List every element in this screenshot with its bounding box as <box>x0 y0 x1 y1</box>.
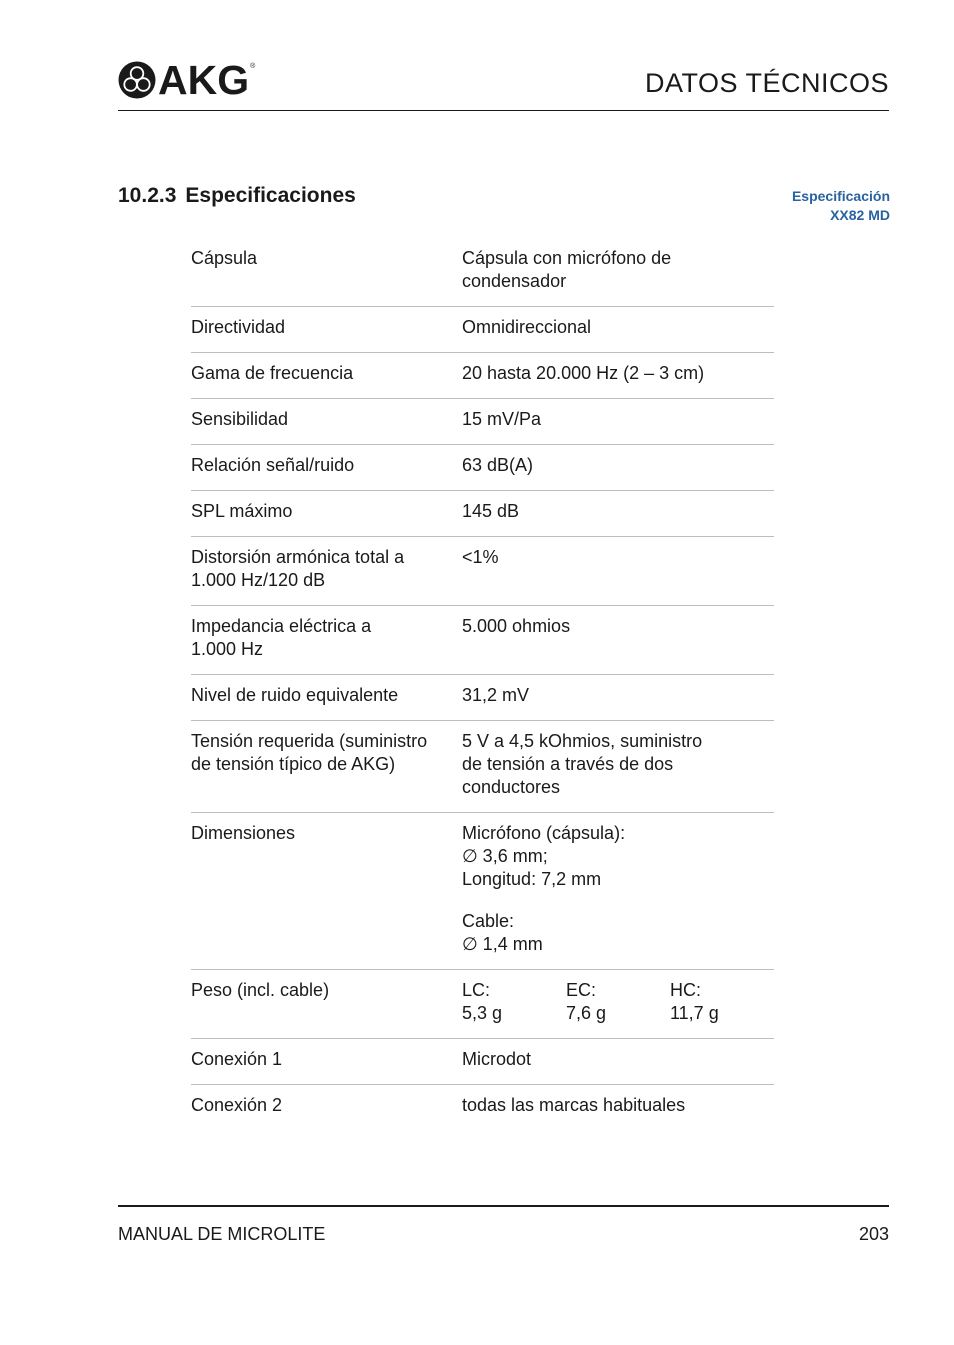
spec-label-line: Sensibilidad <box>191 409 289 429</box>
spec-label-line: 1.000 Hz <box>191 639 264 659</box>
spec-row <box>191 537 774 606</box>
spec-label <box>191 353 462 399</box>
weight-variants <box>462 979 774 1025</box>
spec-label <box>191 721 462 813</box>
spec-row <box>191 675 774 721</box>
spec-row <box>191 813 774 970</box>
spec-value <box>462 721 774 813</box>
spec-value-line: 145 dB <box>462 501 520 521</box>
weight-variant <box>462 979 566 1025</box>
spec-value-line: Micrófono (cápsula): <box>462 823 626 843</box>
spec-value-line: Longitud: 7,2 mm <box>462 869 602 889</box>
spec-label <box>191 537 462 606</box>
spec-value-line: conductores <box>462 777 561 797</box>
weight-variant-name: EC: <box>566 980 597 1000</box>
spec-label-line: de tensión típico de AKG) <box>191 754 396 774</box>
spec-label <box>191 491 462 537</box>
spec-label-line: Tensión requerida (suministro <box>191 731 428 751</box>
spec-value <box>462 399 774 445</box>
specifications-table <box>191 238 774 1117</box>
spec-label <box>191 445 462 491</box>
margin-note <box>792 187 890 225</box>
spec-label <box>191 1039 462 1085</box>
spec-value <box>462 970 774 1039</box>
page-footer <box>118 1205 889 1245</box>
spec-row <box>191 491 774 537</box>
spec-value-line: Cápsula con micrófono de <box>462 248 672 268</box>
spec-value <box>462 491 774 537</box>
weight-variant-value: 5,3 g <box>462 1003 503 1023</box>
spec-value-line: 20 hasta 20.000 Hz (2 – 3 cm) <box>462 363 705 383</box>
weight-variant-value: 11,7 g <box>670 1003 719 1023</box>
section-title: DATOS TÉCNICOS <box>644 68 889 98</box>
spec-value <box>462 238 774 307</box>
spec-label <box>191 307 462 353</box>
spec-value-line: 31,2 mV <box>462 685 530 705</box>
spec-value <box>462 353 774 399</box>
spec-row <box>191 1039 774 1085</box>
spec-row <box>191 606 774 675</box>
spec-value <box>462 445 774 491</box>
spec-label-line: Conexión 1 <box>191 1049 283 1069</box>
spec-value-line: Cable: <box>462 911 515 931</box>
weight-variant <box>670 979 774 1025</box>
spec-row <box>191 970 774 1039</box>
registered-mark: ® <box>250 62 256 70</box>
spec-label-line: Nivel de ruido equivalente <box>191 685 399 705</box>
spec-row <box>191 399 774 445</box>
weight-variant-name: LC: <box>462 980 491 1000</box>
spec-label-line: Gama de frecuencia <box>191 363 354 383</box>
section-heading-title: Especificaciones <box>185 184 356 207</box>
spec-value <box>462 1085 774 1118</box>
akg-emblem-icon <box>118 61 156 99</box>
manual-title: MANUAL DE MICROLITE <box>118 1224 326 1244</box>
spec-row <box>191 353 774 399</box>
spec-row <box>191 445 774 491</box>
spec-label <box>191 399 462 445</box>
spec-label-line: 1.000 Hz/120 dB <box>191 570 326 590</box>
spec-label-line: Cápsula <box>191 248 258 268</box>
spec-label-line: Dimensiones <box>191 823 296 843</box>
spec-label-line: Conexión 2 <box>191 1095 283 1115</box>
spec-label-line: Peso (incl. cable) <box>191 980 330 1000</box>
spec-label-line: Directividad <box>191 317 286 337</box>
spec-value <box>462 307 774 353</box>
spec-row <box>191 307 774 353</box>
spec-value <box>462 537 774 606</box>
spec-value-line: Microdot <box>462 1049 532 1069</box>
spec-value-line: ∅ 1,4 mm <box>462 934 543 954</box>
spec-label <box>191 1085 462 1118</box>
page-number: 203 <box>858 1224 889 1244</box>
spec-row <box>191 238 774 307</box>
spec-label-line: Relación señal/ruido <box>191 455 355 475</box>
spec-label-line: Distorsión armónica total a <box>191 547 405 567</box>
spec-label <box>191 970 462 1039</box>
logo-wordmark: AKG <box>158 57 250 103</box>
spec-value-line: ∅ 3,6 mm; <box>462 846 548 866</box>
spec-value-line: 15 mV/Pa <box>462 409 542 429</box>
spec-value-line: 5.000 ohmios <box>462 616 571 636</box>
spec-value-line: 63 dB(A) <box>462 455 534 475</box>
section-heading <box>118 184 356 208</box>
akg-logo <box>118 58 255 102</box>
weight-variant <box>566 979 670 1025</box>
spec-value <box>462 606 774 675</box>
spec-label-line: Impedancia eléctrica a <box>191 616 372 636</box>
weight-variant-value: 7,6 g <box>566 1003 607 1023</box>
spec-label <box>191 238 462 307</box>
spec-row <box>191 721 774 813</box>
spec-label <box>191 606 462 675</box>
weight-variant-name: HC: <box>670 980 701 1000</box>
margin-note-line-2: XX82 MD <box>830 207 890 223</box>
page-header <box>118 56 889 111</box>
spec-value <box>462 1039 774 1085</box>
spec-value-line: <1% <box>462 547 499 567</box>
spec-value-line: de tensión a través de dos <box>462 754 674 774</box>
margin-note-line-1: Especificación <box>791 188 890 204</box>
spec-value-line: 5 V a 4,5 kOhmios, suministro <box>462 731 703 751</box>
spec-value-line: todas las marcas habituales <box>462 1095 686 1115</box>
spec-value-line: Omnidireccional <box>462 317 592 337</box>
section-number: 10.2.3 <box>118 184 177 207</box>
spec-label-line: SPL máximo <box>191 501 293 521</box>
spec-row <box>191 1085 774 1118</box>
spec-label <box>191 675 462 721</box>
spec-value <box>462 813 774 970</box>
spec-value-line: condensador <box>462 271 567 291</box>
spec-value <box>462 675 774 721</box>
spec-label <box>191 813 462 970</box>
